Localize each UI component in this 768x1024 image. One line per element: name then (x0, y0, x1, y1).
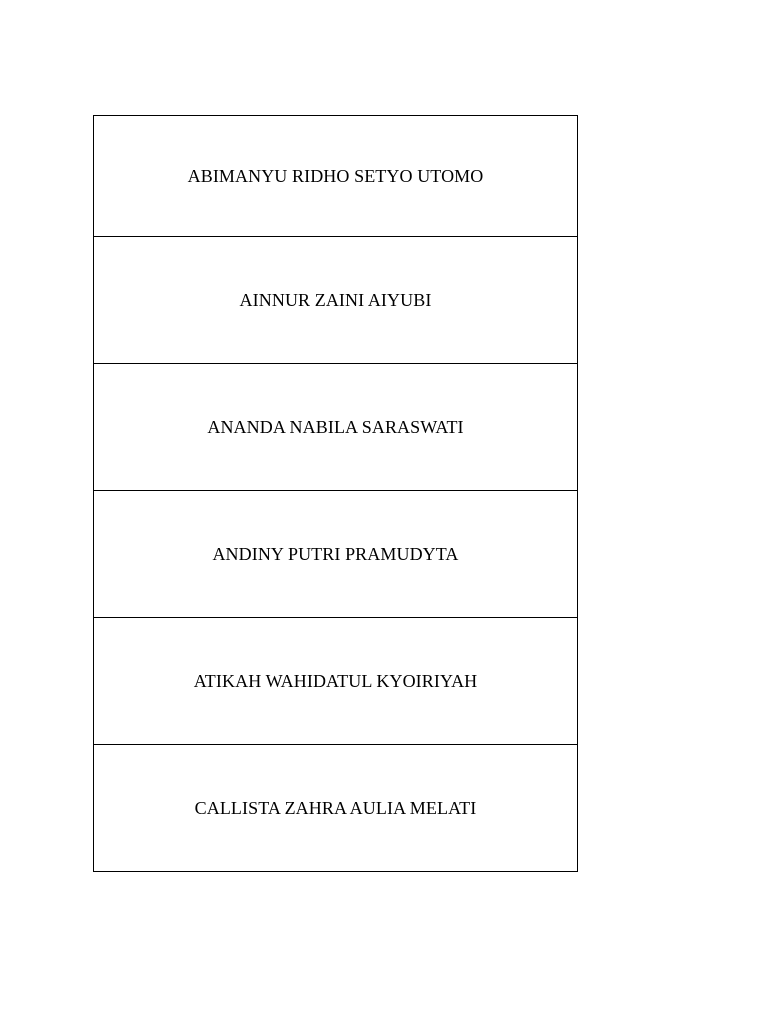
table-row (94, 116, 578, 237)
name-table (93, 115, 578, 872)
table-row (94, 618, 578, 745)
name-cell: ABIMANYU RIDHO SETYO UTOMO (94, 116, 578, 237)
table-row (94, 745, 578, 872)
name-cell: ANDINY PUTRI PRAMUDYTA (94, 491, 578, 618)
table-row (94, 364, 578, 491)
name-cell: AINNUR ZAINI AIYUBI (94, 237, 578, 364)
name-cell: ATIKAH WAHIDATUL KYOIRIYAH (94, 618, 578, 745)
name-cell: ANANDA NABILA SARASWATI (94, 364, 578, 491)
table-row (94, 491, 578, 618)
table-row (94, 237, 578, 364)
name-cell: CALLISTA ZAHRA AULIA MELATI (94, 745, 578, 872)
